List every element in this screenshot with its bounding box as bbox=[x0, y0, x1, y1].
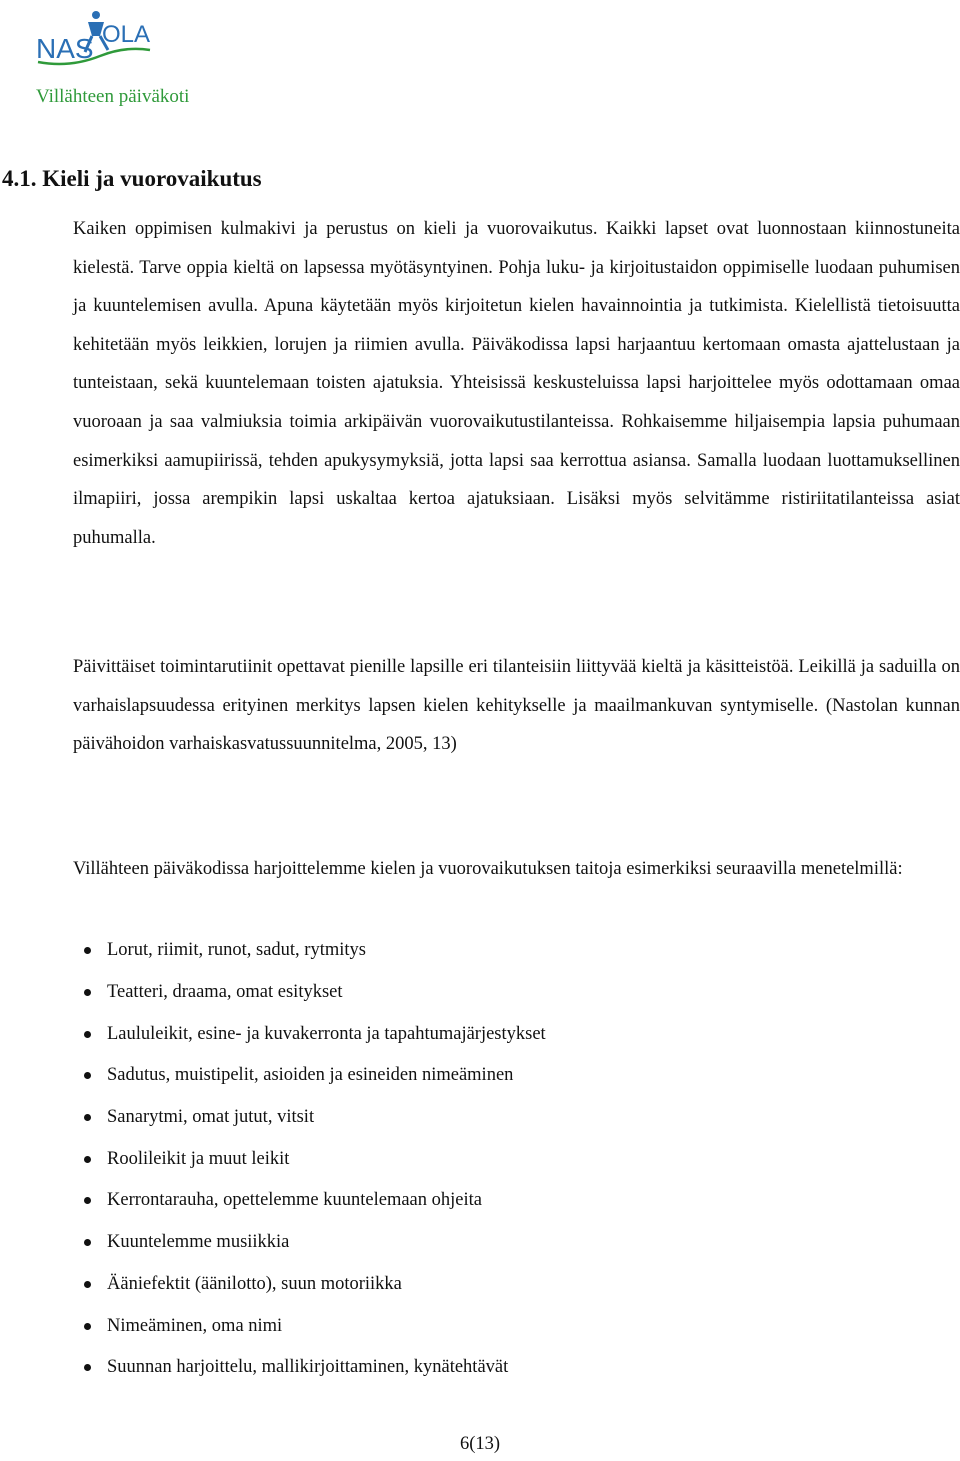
paragraph-daily-routines: Päivittäiset toimintarutiinit opettavat pienille lapsille eri tilanteisiin liittyvää kieltä ja käsitteistöä. Leikillä ja saduilla on varhaislapsuudessa erityinen merkitys lapsen kielen kehitykselle ja maailmankuvan syntymiselle. (Nastolan kunnan päivähoidon varhaiskasvatussuunnitelma, 2005, 13) bbox=[73, 657, 960, 755]
list-item bbox=[84, 1305, 546, 1347]
nastola-logo bbox=[30, 6, 160, 84]
list-item-text: Roolileikit ja muut leikit bbox=[107, 1148, 290, 1169]
methods-list bbox=[84, 930, 546, 1389]
list-item bbox=[84, 1347, 546, 1389]
bullet-icon bbox=[84, 1364, 91, 1371]
list-item-text: Kuuntelemme musiikkia bbox=[107, 1232, 290, 1253]
bullet-icon bbox=[84, 947, 91, 954]
list-item bbox=[84, 930, 546, 972]
list-item-text: Teatteri, draama, omat esitykset bbox=[107, 982, 343, 1003]
paragraph-language-interaction: Kaiken oppimisen kulmakivi ja perustus on kieli ja vuorovaikutus. Kaikki lapset ovat luonnostaan kiinnostuneita kielestä. Tarve oppia kieltä on lapsessa myötäsyntyinen. Pohja luku- ja kirjoitustaidon oppimiselle luodaan puhumisen ja kuuntelemisen avulla. Apuna käytetään myös kirjoitetun kielen havainnointia ja tutkimista. Kielellistä tietoisuutta kehitetään myös leikkien, lorujen ja riimien avulla. Päiväkodissa lapsi harjaantuu kertomaan omasta ajattelustaan ja tunteistaan, sekä kuuntelemaan toisten ajatuksia. Yhteisissä keskusteluissa lapsi harjoittelee myös odottamaan omaa vuoroaan ja saa valmiuksia toimia arkipäivän vuorovaikutustilanteissa. Rohkaisemme hiljaisempia lapsia puhumaan esimerkiksi aamupiirissä, tehden apukysymyksiä, jotta lapsi saa kerrottua asiansa. Samalla luodaan luottamuksellinen ilmapiiri, jossa arempikin lapsi uskaltaa kertoa ajatuksiaan. Lisäksi myös selvitämme ristiriitatilanteissa asiat puhumalla. bbox=[73, 219, 960, 548]
list-item bbox=[84, 972, 546, 1014]
bullet-icon bbox=[84, 1156, 91, 1163]
kindergarten-name: Villähteen päiväkoti bbox=[36, 86, 190, 107]
svg-text:NAS: NAS bbox=[36, 33, 94, 64]
bullet-icon bbox=[84, 1072, 91, 1079]
bullet-icon bbox=[84, 1031, 91, 1038]
list-item-text: Nimeäminen, oma nimi bbox=[107, 1315, 283, 1336]
bullet-icon bbox=[84, 1281, 91, 1288]
list-item bbox=[84, 1264, 546, 1306]
list-item-text: Lorut, riimit, runot, sadut, rytmitys bbox=[107, 940, 366, 961]
list-item-text: Ääniefektit (äänilotto), suun motoriikka bbox=[107, 1273, 402, 1294]
bullet-icon bbox=[84, 1197, 91, 1204]
svg-text:OLA: OLA bbox=[102, 21, 151, 48]
list-item bbox=[84, 1138, 546, 1180]
list-item-text: Laululeikit, esine- ja kuvakerronta ja tapahtumajärjestykset bbox=[107, 1023, 546, 1044]
list-item bbox=[84, 1055, 546, 1097]
bullet-icon bbox=[84, 1114, 91, 1121]
page-number: 6(13) bbox=[459, 1434, 501, 1454]
list-item bbox=[84, 1222, 546, 1264]
bullet-icon bbox=[84, 989, 91, 996]
list-item bbox=[84, 1013, 546, 1055]
list-item-text: Sadutus, muistipelit, asioiden ja esineiden nimeäminen bbox=[107, 1065, 514, 1086]
list-item-text: Sanarytmi, omat jutut, vitsit bbox=[107, 1107, 315, 1128]
list-item bbox=[84, 1097, 546, 1139]
paragraph-methods-intro: Villähteen päiväkodissa harjoittelemme kielen ja vuorovaikutuksen taitoja esimerkiksi seuraavilla menetelmillä: bbox=[73, 859, 903, 879]
list-item bbox=[84, 1180, 546, 1222]
section-heading: 4.1. Kieli ja vuorovaikutus bbox=[2, 166, 262, 191]
bullet-icon bbox=[84, 1239, 91, 1246]
list-item-text: Suunnan harjoittelu, mallikirjoittaminen, kynätehtävät bbox=[107, 1357, 509, 1378]
list-item-text: Kerrontarauha, opettelemme kuuntelemaan ohjeita bbox=[107, 1190, 482, 1211]
bullet-icon bbox=[84, 1323, 91, 1330]
